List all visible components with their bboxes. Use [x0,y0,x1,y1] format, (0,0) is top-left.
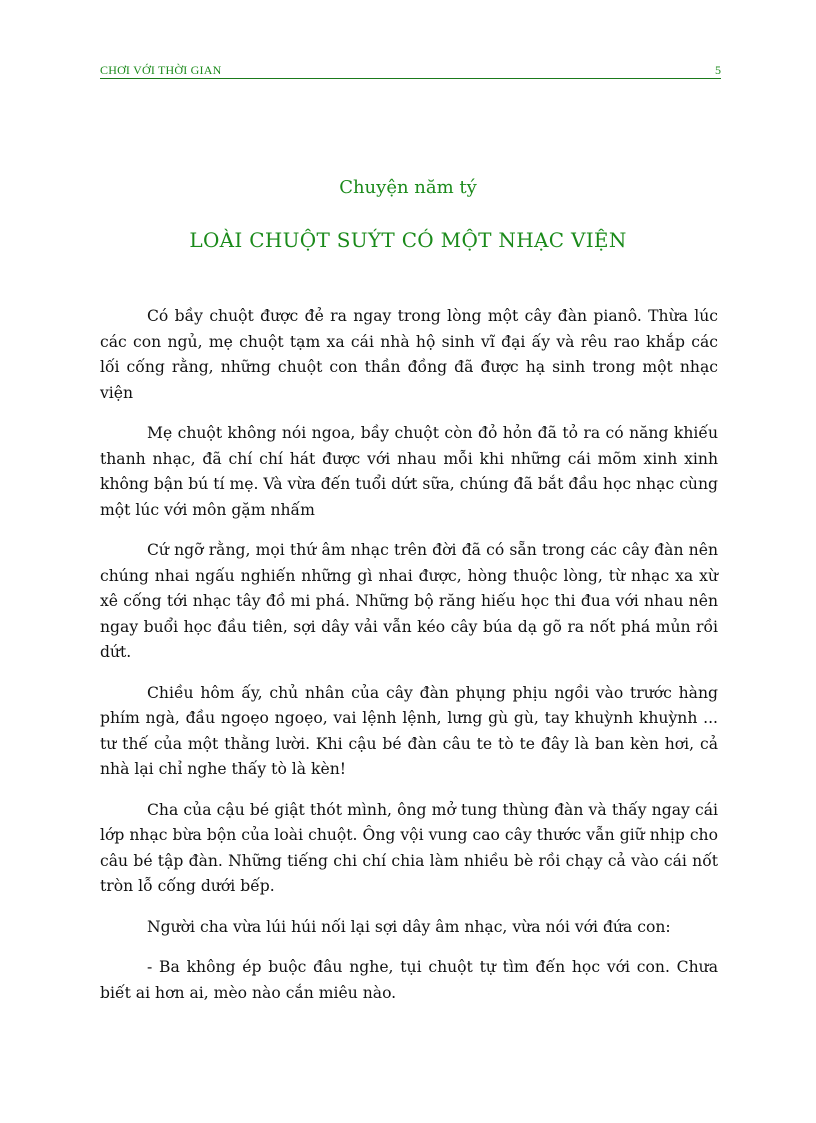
paragraph: Có bầy chuột được đẻ ra ngay trong lòng một cây đàn pianô. Thừa lúc các con ngủ, mẹ chuột tạm xa cái nhà hộ sinh vĩ đại ấy và rêu rao khắp các lối cống rằng, những chuột con thần đồng đã được hạ sinh trong một nhạc viện [100,307,718,402]
paragraph: Mẹ chuột không nói ngoa, bầy chuột còn đỏ hỏn đã tỏ ra có năng khiếu thanh nhạc, đã chí chí hát được với nhau mỗi khi những cái mõm xinh xinh không bận bú tí mẹ. Và vừa đến tuổi dứt sữa, chúng đã bắt đầu học nhạc cùng một lúc với môn gặm nhấm [100,424,718,519]
paragraph: Người cha vừa lúi húi nối lại sợi dây âm nhạc, vừa nói với đứa con: [147,917,671,936]
paragraph: Chiều hôm ấy, chủ nhân của cây đàn phụng phịu ngồi vào trước hàng phím ngà, đầu ngoẹo ngoẹo, vai lệnh lệnh, lưng gù gù, tay khuỳnh khuỳnh ... tư thế của một thằng lười. Khi cậu bé đàn câu te tò te đây là ban kèn hơi, cả nhà lại chỉ nghe thấy tò là kèn! [100,683,718,778]
story-title: LOÀI CHUỘT SUÝT CÓ MỘT NHẠC VIỆN [189,228,627,252]
paragraph: Cha của cậu bé giật thót mình, ông mở tung thùng đàn và thấy ngay cái lớp nhạc bừa bộn của loài chuột. Ông vội vung cao cây thước vẫn giữ nhịp cho câu bé tập đàn. Những tiếng chi chí chia làm nhiều bè rồi chạy cả vào cái nốt tròn lỗ cống dưới bếp. [100,800,718,895]
story-subtitle: Chuyện năm tý [339,177,477,198]
running-header [100,62,721,79]
running-header-title: CHƠI VỚI THỜI GIAN [100,63,222,77]
paragraph: Cứ ngỡ rằng, mọi thứ âm nhạc trên đời đã có sẵn trong các cây đàn nên chúng nhai ngấu nghiến những gì nhai được, hòng thuộc lòng, từ nhạc xa xừ xê cống tới nhạc tây đồ mi phá. Những bộ răng hiếu học thi đua với nhau nên ngay buổi học đầu tiên, sợi dây vải vẫn kéo cây búa dạ gõ ra nốt phá mủn rồi dứt. [100,541,718,661]
paragraph: - Ba không ép buộc đâu nghe, tụi chuột tự tìm đến học với con. Chưa biết ai hơn ai, mèo nào cắn miêu nào. [100,958,718,1002]
page-number: 5 [715,63,721,77]
story-body [100,304,718,1021]
